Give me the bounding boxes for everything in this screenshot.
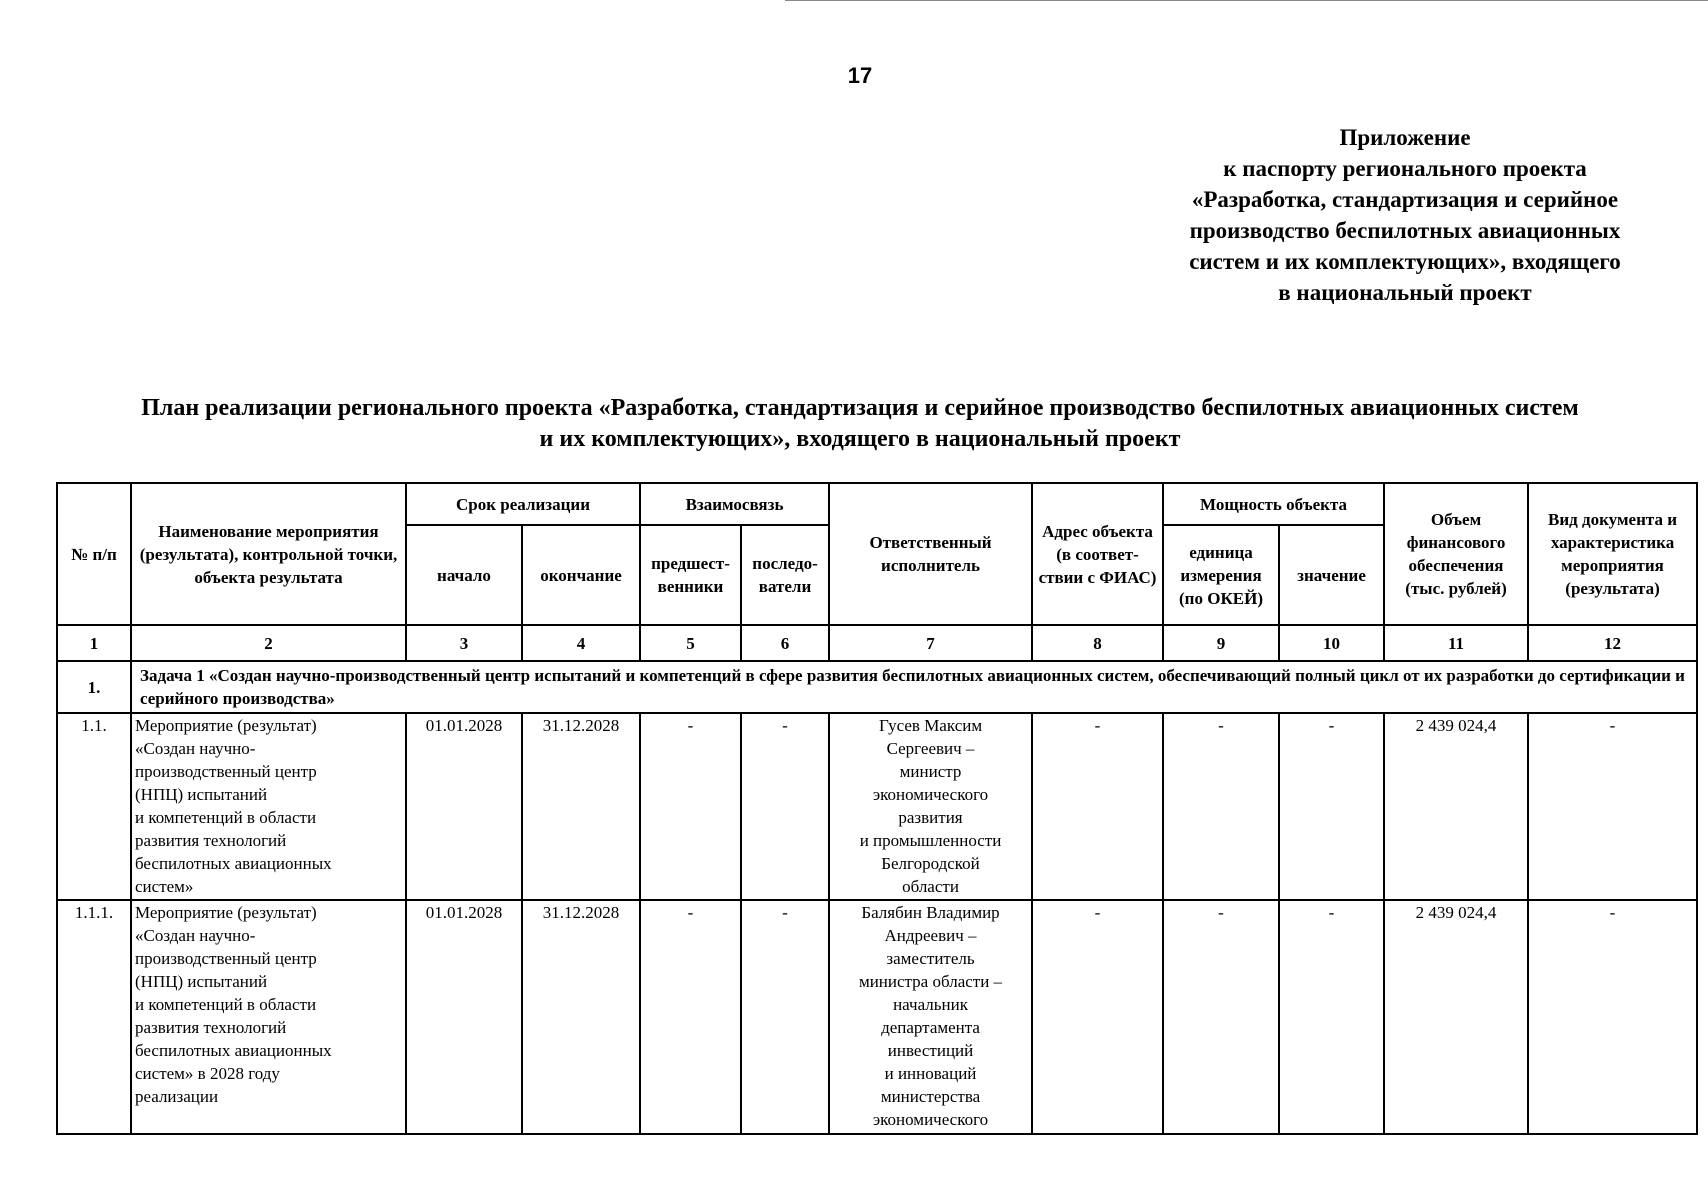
row-unit: - xyxy=(1163,900,1279,1134)
header-responsible: Ответственный исполнитель xyxy=(829,483,1032,625)
column-number: 4 xyxy=(522,625,640,661)
header-address: Адрес объекта (в соответ-ствии с ФИАС) xyxy=(1032,483,1163,625)
row-predecessors: - xyxy=(640,713,741,900)
header-predecessors: предшест-венники xyxy=(640,525,741,625)
header-unit: единица измерения (по ОКЕЙ) xyxy=(1163,525,1279,625)
header-name: Наименование мероприятия (результата), контрольной точки, объекта результата xyxy=(131,483,406,625)
row-end: 31.12.2028 xyxy=(522,713,640,900)
appendix-line: систем и их комплектующих», входящего xyxy=(1189,249,1621,274)
appendix-line: «Разработка, стандартизация и серийное xyxy=(1191,187,1619,212)
table-row xyxy=(57,900,1697,1134)
page-number: 17 xyxy=(847,63,873,88)
plan-title-line: План реализации регионального проекта «Разработка, стандартизация и серийное производство беспилотных авиационных систем xyxy=(141,395,1579,421)
row-responsible: Балябин Владимир Андреевич – заместитель министра области – начальник департамента инвестиций и инноваций министерства экономического xyxy=(829,900,1032,1134)
row-successors: - xyxy=(741,900,829,1134)
plan-table xyxy=(56,482,1698,1135)
column-number: 8 xyxy=(1032,625,1163,661)
row-num: 1.1.1. xyxy=(57,900,131,1134)
column-number: 2 xyxy=(131,625,406,661)
column-number: 1 xyxy=(57,625,131,661)
row-finance: 2 439 024,4 xyxy=(1384,900,1528,1134)
row-value: - xyxy=(1279,713,1384,900)
column-number: 9 xyxy=(1163,625,1279,661)
column-number: 10 xyxy=(1279,625,1384,661)
header-finance: Объем финансового обеспечения (тыс. рублей) xyxy=(1384,483,1528,625)
row-address: - xyxy=(1032,713,1163,900)
plan-title-line: и их комплектующих», входящего в национальный проект xyxy=(539,426,1181,452)
row-num: 1.1. xyxy=(57,713,131,900)
row-predecessors: - xyxy=(640,900,741,1134)
task-text: Задача 1 «Создан научно-производственный центр испытаний и компетенций в сфере развития беспилотных авиационных систем, обеспечивающий полный цикл от их разработки до сертификации и серийного производства» xyxy=(131,661,1697,713)
row-responsible: Гусев Максим Сергеевич – министр экономического развития и промышленности Белгородской области xyxy=(829,713,1032,900)
column-number: 3 xyxy=(406,625,522,661)
header-capacity: Мощность объекта xyxy=(1163,483,1384,525)
row-document: - xyxy=(1528,713,1697,900)
column-number: 5 xyxy=(640,625,741,661)
row-start: 01.01.2028 xyxy=(406,713,522,900)
header-period: Срок реализации xyxy=(406,483,640,525)
column-number-row xyxy=(57,625,1697,661)
top-border-line xyxy=(785,0,1708,1)
header-num: № п/п xyxy=(57,483,131,625)
column-number: 7 xyxy=(829,625,1032,661)
row-successors: - xyxy=(741,713,829,900)
header-end: окончание xyxy=(522,525,640,625)
table-row xyxy=(57,713,1697,900)
header-value: значение xyxy=(1279,525,1384,625)
column-number: 6 xyxy=(741,625,829,661)
appendix-line: производство беспилотных авиационных xyxy=(1189,218,1621,243)
column-number: 12 xyxy=(1528,625,1697,661)
row-finance: 2 439 024,4 xyxy=(1384,713,1528,900)
header-row xyxy=(57,483,1697,525)
plan-title xyxy=(50,393,1670,455)
header-successors: последо-ватели xyxy=(741,525,829,625)
header-document: Вид документа и характеристика мероприятия (результата) xyxy=(1528,483,1697,625)
row-unit: - xyxy=(1163,713,1279,900)
task-number: 1. xyxy=(57,661,131,713)
row-start: 01.01.2028 xyxy=(406,900,522,1134)
row-address: - xyxy=(1032,900,1163,1134)
appendix-line: к паспорту регионального проекта xyxy=(1223,156,1587,181)
header-start: начало xyxy=(406,525,522,625)
header-relation: Взаимосвязь xyxy=(640,483,829,525)
row-end: 31.12.2028 xyxy=(522,900,640,1134)
appendix-line: Приложение xyxy=(1339,125,1471,150)
row-name: Мероприятие (результат) «Создан научно- производственный центр (НПЦ) испытаний и компетенций в области развития технологий беспилотных авиационных систем» xyxy=(131,713,406,900)
appendix-line: в национальный проект xyxy=(1278,280,1532,305)
row-name: Мероприятие (результат) «Создан научно- производственный центр (НПЦ) испытаний и компетенций в области развития технологий беспилотных авиационных систем» в 2028 году реализации xyxy=(131,900,406,1134)
task-row xyxy=(57,661,1697,713)
appendix-header xyxy=(1150,122,1660,308)
row-value: - xyxy=(1279,900,1384,1134)
row-document: - xyxy=(1528,900,1697,1134)
column-number: 11 xyxy=(1384,625,1528,661)
